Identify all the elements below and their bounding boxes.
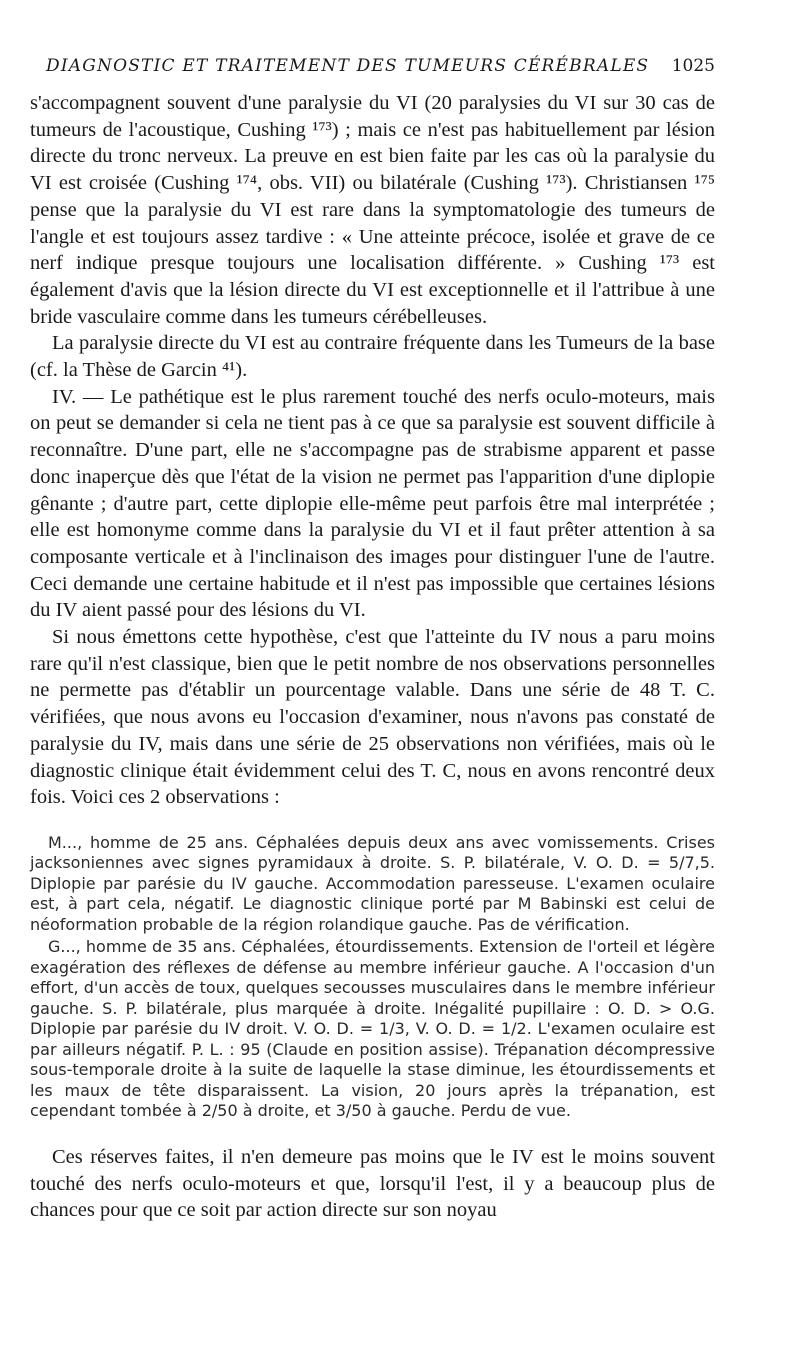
paragraph-closing: Ces réserves faites, il n'en demeure pas moins que le IV est le moins souvent touché des nerfs oculo-moteurs et que, lorsqu'il l'est, il y a beaucoup plus de chances pour que ce soit par action directe sur son noyau [30,1145,715,1222]
running-header [30,56,715,82]
page-number: 1025 [671,56,715,76]
running-title: DIAGNOSTIC ET TRAITEMENT DES TUMEURS CÉRÉBRALES [46,56,650,76]
paragraph-hypothesis: Si nous émettons cette hypothèse, c'est que l'atteinte du IV nous a paru moins rare qu'il n'est classique, bien que le petit nombre de nos observations personnelles ne permette pas d'établir un pourcentage valable. Dans une série de 48 T. C. vérifiées, que nous avons eu l'occasion d'examiner, nous n'avons pas constaté de paralysie du IV, mais dans une série de 25 observations non vérifiées, mais où le diagnostic clinique était évidemment celui des T. C, nous en avons rencontré deux fois. Voici ces 2 observations : [30,626,715,809]
page-body [30,90,715,1224]
closing-text [30,1144,715,1224]
page [30,0,715,1358]
paragraph-fourth-nerve: IV. — Le pathétique est le plus rarement touché des nerfs oculo-moteurs, mais on peut se demander si cela ne tient pas à ce que sa paralysie est souvent difficile à reconnaître. D'une part, elle ne s'accompagne pas de strabisme apparent et passe donc inaperçue dès que l'état de la vision ne permet pas l'apparition d'une diplopie gênante ; d'autre part, cette diplopie elle-même peut parfois être mal interprétée ; elle est homonyme comme dans la paralysie du VI et il faut prêter attention à sa composante verticale et à l'inclinaison des images pour distinguer l'une de l'autre. Ceci demande une certaine habitude et il n'est pas impossible que certaines lésions du IV aient passé pour des lésions du VI. [30,385,715,622]
main-text [30,90,715,811]
observation-2: G..., homme de 35 ans. Céphalées, étourdissements. Extension de l'orteil et légère exagération des réflexes de défense au membre inférieur gauche. A l'occasion d'un effort, d'un accès de toux, quelques secousses musculaires dans le membre inférieur gauche. S. P. bilatérale, plus marquée à droite. Inégalité pupillaire : O. D. > O.G. Diplopie par parésie du IV droit. V. O. D. = 1/3, V. O. D. = 1/2. L'examen oculaire est par ailleurs négatif. P. L. : 95 (Claude en position assise). Trépanation décompressive sous-temporale droite à la suite de laquelle la stase diminue, les étourdissements et les maux de tête disparaissent. La vision, 20 jours après la trépanation, est cependant tombée à 2/50 à droite, et 3/50 à gauche. Perdu de vue. [30,937,715,1121]
observations [30,833,715,1122]
paragraph-base-tumours: La paralysie directe du VI est au contraire fréquente dans les Tumeurs de la base (cf. la Thèse de Garcin ⁴¹). [30,332,715,382]
observation-1: M..., homme de 25 ans. Céphalées depuis deux ans avec vomissements. Crises jacksoniennes avec signes pyramidaux à droite. S. P. bilatérale, V. O. D. = 5/7,5. Diplopie par parésie du IV gauche. Accommodation paresseuse. L'examen oculaire est, à part cela, négatif. Le diagnostic clinique porté par M Babinski est celui de néoformation probable de la région rolandique gauche. Pas de vérification. [30,832,715,934]
paragraph-sixth-nerve: s'accompagnent souvent d'une paralysie du VI (20 paralysies du VI sur 30 cas de tumeurs de l'acoustique, Cushing ¹⁷³) ; mais ce n'est pas habituellement par lésion directe du tronc nerveux. La preuve en est bien faite par les cas où la paralysie du VI est croisée (Cushing ¹⁷⁴, obs. VII) ou bilatérale (Cushing ¹⁷³). Christiansen ¹⁷⁵ pense que la paralysie du VI est rare dans la symptomatologie des tumeurs de l'angle et est toujours assez tardive : « Une atteinte précoce, isolée et grave de ce nerf indique presque toujours une localisation différente. » Cushing ¹⁷³ est également d'avis que la lésion directe du VI est exceptionnelle et il l'attribue à une bride vasculaire comme dans les tumeurs cérébelleuses. [30,92,715,328]
